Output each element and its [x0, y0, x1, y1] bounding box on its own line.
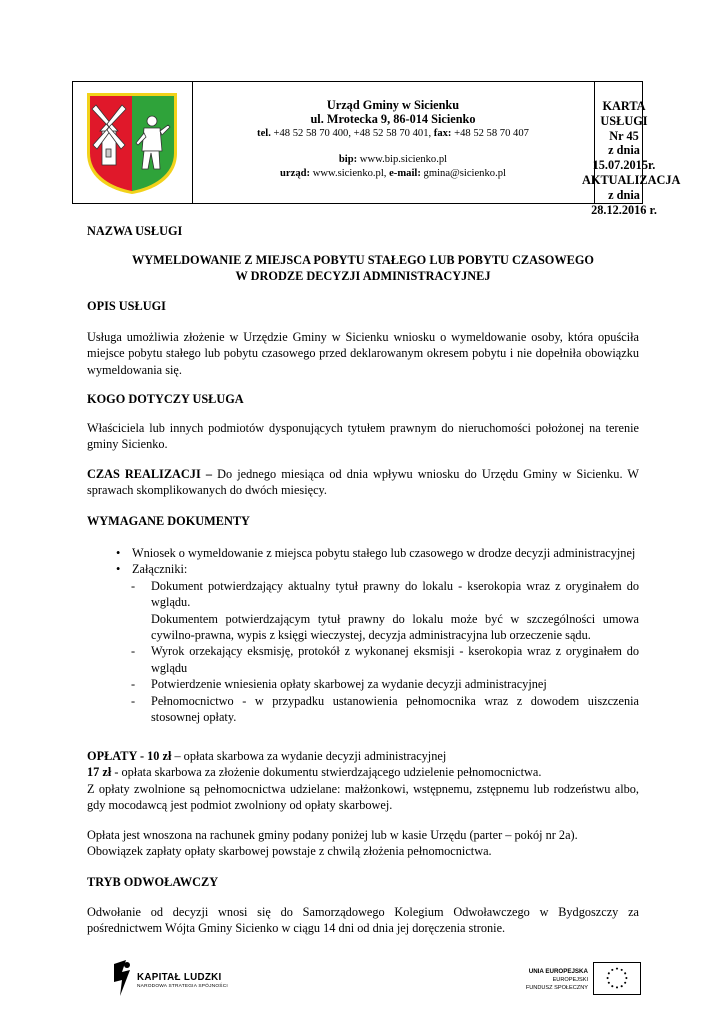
appeal-text: Odwołanie od decyzji wnosi się do Samorządowego Kolegium Odwoławczego w Bydgoszczy za pośrednictwem Wójta Gminy Sicienko w ciągu 14 dni od dnia jej doręczenia stronie. [87, 905, 639, 936]
payment-info: Opłata jest wnoszona na rachunek gminy podany poniżej lub w kasie Urzędu (parter – pokój nr 2a). Obowiązek zapłaty opłaty skarbowej powstaje z chwilą złożenia pełnomocnictwa. [87, 828, 578, 859]
card-number: Nr 45 [609, 128, 639, 143]
attachment-note: Dokumentem potwierdzającym tytuł prawny do lokalu może być w szczególności umowa cywilno-prawna, wypis z księgi wieczystej, decyzja administracyjna lub orzeczenie sądu. [151, 611, 639, 643]
who-text: Właściciela lub innych podmiotów dysponujących tytułem prawnym do nieruchomości położonej na terenie gminy Sicienko. [87, 421, 639, 452]
appeal-heading: TRYB ODWOŁAWCZY [87, 875, 219, 889]
service-card-cell [582, 82, 681, 217]
card-update-date-label: z dnia [608, 187, 640, 202]
kapital-ludzki-title: KAPITAŁ LUDZKI [137, 972, 222, 983]
time-paragraph: CZAS REALIZACJI – Do jednego miesiąca od dnia wpływu wniosku do Urzędu Gminy w Sicienku. W sprawach skomplikowanych do dwóch miesięcy. [87, 467, 640, 498]
fees-heading: OPŁATY - 10 zł [87, 749, 172, 763]
list-item: • Wniosek o wymeldowanie z miejsca pobytu stałego lub czasowego w drodze decyzji administracyjnej [116, 546, 636, 560]
office-phone: tel. +48 52 58 70 400, +48 52 58 70 401, fax: +48 52 58 70 407 [257, 127, 529, 139]
office-web-email[interactable]: urząd: www.sicienko.pl, e-mail: gmina@sicienko.pl [280, 167, 506, 179]
office-info [192, 82, 595, 203]
attachment-item: - Potwierdzenie wniesienia opłaty skarbowej za wydanie decyzji administracyjnej [131, 677, 547, 692]
card-update-label: AKTUALIZACJA [582, 172, 681, 187]
documents-heading: WYMAGANE DOKUMENTY [87, 514, 250, 528]
eu-caption: UNIA EUROPEJSKA EUROPEJSKI FUNDUSZ SPOŁECZNY [525, 968, 588, 991]
attachment-item: - Dokument potwierdzający aktualny tytuł prawny do lokalu - kserokopia wraz z oryginałem do wglądu. [131, 578, 639, 610]
card-date-label: z dnia [608, 143, 640, 158]
card-update-date: 28.12.2016 r. [591, 202, 657, 217]
eu-flag-icon [593, 962, 641, 995]
time-heading: CZAS REALIZACJI – [87, 467, 212, 481]
list-item: • Załączniki: [116, 562, 188, 577]
card-title: KARTA USŁUGI [600, 99, 648, 128]
office-bip[interactable]: bip: www.bip.sicienko.pl [338, 154, 448, 166]
attachment-item: - Wyrok orzekający eksmisję, protokół z wykonanej eksmisji - kserokopia wraz z oryginałem do wglądu [131, 644, 639, 675]
description-text: Usługa umożliwia złożenie w Urzędzie Gminy w Sicienku wniosku o wymeldowanie osoby, która opuściła miejsce pobytu stałego lub pobytu czasowego przed deklarowanym okresem pobytu i nie dopełniła obowiązku wymeldowania się. [87, 330, 639, 377]
crest-cell [73, 82, 193, 203]
office-name: Urząd Gminy w Sicienku [326, 98, 460, 112]
attachment-item: - Pełnomocnictwo - w przypadku ustanowienia pełnomocnika wraz z dowodem uiszczenia stosownej opłaty. [131, 693, 639, 725]
card-date: 15.07.2015r. [592, 158, 656, 173]
who-heading: KOGO DOTYCZY USŁUGA [87, 392, 244, 406]
kapital-ludzki-logo-icon [110, 958, 134, 998]
kapital-ludzki-subtitle: NARODOWA STRATEGIA SPÓJNOŚCI [137, 984, 228, 989]
service-name-heading: NAZWA USŁUGI [87, 224, 183, 238]
header-table [72, 81, 681, 217]
office-address: ul. Mrotecka 9, 86-014 Sicienko [310, 112, 476, 127]
description-heading: OPIS USŁUGI [87, 299, 166, 313]
coat-of-arms-icon [84, 91, 180, 195]
fees-block: OPŁATY - 10 zł – opłata skarbowa za wydanie decyzji administracyjnej 17 zł - opłata skarbowa za złożenie dokumentu stwierdzającego udzielenie pełnomocnictwa. Z opłaty zwolnione są pełnomocnictwa udzielane: małżonkowi, wstępnemu, zstępnemu lub rodzeństwu albo, gdy mocodawcą jest podmiot zwolniony od opłaty skarbowej. [87, 749, 639, 813]
documents-list [87, 545, 639, 725]
service-title: WYMELDOWANIE Z MIEJSCA POBYTU STAŁEGO LUB POBYTU CZASOWEGO W DRODZE DECYZJI ADMINISTRACYJNEJ [131, 253, 594, 284]
